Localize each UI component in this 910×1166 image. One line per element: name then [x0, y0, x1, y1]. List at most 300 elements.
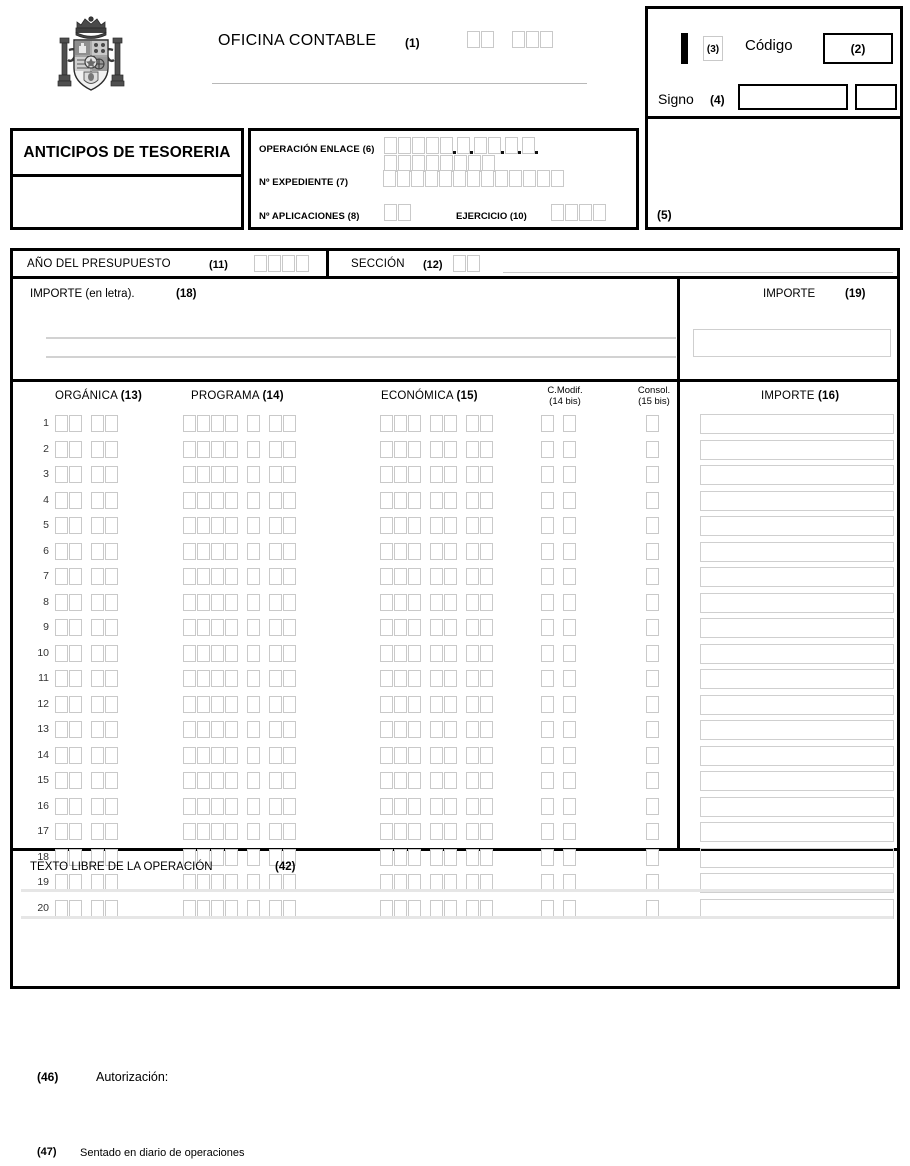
- economica-group-3[interactable]: [466, 619, 493, 636]
- cmodif-group-2[interactable]: [563, 798, 576, 815]
- consol-group-1[interactable]: [646, 517, 659, 534]
- cell-cmodif[interactable]: [541, 619, 576, 637]
- cmodif-group-1[interactable]: [541, 619, 554, 636]
- economica-group-2[interactable]: [430, 645, 457, 662]
- organica-group-1[interactable]: [55, 696, 82, 713]
- economica-group-3[interactable]: [466, 441, 493, 458]
- economica-group-1[interactable]: [380, 798, 421, 815]
- consol-group-1[interactable]: [646, 721, 659, 738]
- economica-group-2[interactable]: [430, 594, 457, 611]
- economica-group-3[interactable]: [466, 798, 493, 815]
- programa-group-3[interactable]: [269, 747, 296, 764]
- cell-programa[interactable]: [183, 721, 296, 739]
- economica-group-2[interactable]: [430, 517, 457, 534]
- cell-consol[interactable]: [646, 670, 659, 688]
- enlace-group-2[interactable]: [457, 137, 470, 154]
- organica-group-2[interactable]: [91, 823, 118, 840]
- cell-importe[interactable]: [700, 720, 894, 740]
- cell-programa[interactable]: [183, 747, 296, 765]
- cmodif-group-2[interactable]: [563, 517, 576, 534]
- economica-group-2[interactable]: [430, 798, 457, 815]
- cell-organica[interactable]: [55, 798, 118, 816]
- programa-group-3[interactable]: [269, 721, 296, 738]
- programa-group-3[interactable]: [269, 798, 296, 815]
- organica-group-1[interactable]: [55, 823, 82, 840]
- economica-group-1[interactable]: [380, 670, 421, 687]
- organica-group-1[interactable]: [55, 568, 82, 585]
- cell-importe[interactable]: [700, 797, 894, 817]
- economica-group-2[interactable]: [430, 543, 457, 560]
- budget-year-input[interactable]: [254, 255, 309, 272]
- programa-group-1[interactable]: [183, 441, 238, 458]
- cell-programa[interactable]: [183, 619, 296, 637]
- organica-group-2[interactable]: [91, 670, 118, 687]
- organica-group-2[interactable]: [91, 594, 118, 611]
- consol-group-1[interactable]: [646, 568, 659, 585]
- programa-group-2[interactable]: [247, 568, 260, 585]
- programa-group-2[interactable]: [247, 747, 260, 764]
- cell-organica[interactable]: [55, 543, 118, 561]
- cell-cmodif[interactable]: [541, 594, 576, 612]
- cell-organica[interactable]: [55, 772, 118, 790]
- programa-group-3[interactable]: [269, 772, 296, 789]
- programa-group-1[interactable]: [183, 619, 238, 636]
- cell-organica[interactable]: [55, 619, 118, 637]
- cell-programa[interactable]: [183, 645, 296, 663]
- cmodif-group-1[interactable]: [541, 466, 554, 483]
- cell-organica[interactable]: [55, 466, 118, 484]
- cmodif-group-2[interactable]: [563, 594, 576, 611]
- cell-economica[interactable]: [380, 441, 493, 459]
- organica-group-2[interactable]: [91, 798, 118, 815]
- cell-economica[interactable]: [380, 747, 493, 765]
- organica-group-2[interactable]: [91, 415, 118, 432]
- cell-economica[interactable]: [380, 466, 493, 484]
- cell-organica[interactable]: [55, 747, 118, 765]
- consol-group-1[interactable]: [646, 798, 659, 815]
- enlace-group-5[interactable]: [522, 137, 535, 154]
- cell-organica[interactable]: [55, 645, 118, 663]
- cell-economica[interactable]: [380, 594, 493, 612]
- economica-group-1[interactable]: [380, 747, 421, 764]
- programa-group-2[interactable]: [247, 492, 260, 509]
- economica-group-1[interactable]: [380, 568, 421, 585]
- cmodif-group-1[interactable]: [541, 543, 554, 560]
- organica-group-1[interactable]: [55, 492, 82, 509]
- cell-consol[interactable]: [646, 721, 659, 739]
- cell-cmodif[interactable]: [541, 747, 576, 765]
- cell-importe[interactable]: [700, 567, 894, 587]
- cell-economica[interactable]: [380, 517, 493, 535]
- programa-group-3[interactable]: [269, 823, 296, 840]
- organica-group-1[interactable]: [55, 772, 82, 789]
- economica-group-1[interactable]: [380, 823, 421, 840]
- organica-group-2[interactable]: [91, 543, 118, 560]
- cell-economica[interactable]: [380, 670, 493, 688]
- cell-programa[interactable]: [183, 441, 296, 459]
- cell-cmodif[interactable]: [541, 721, 576, 739]
- cell-cmodif[interactable]: [541, 492, 576, 510]
- cell-programa[interactable]: [183, 670, 296, 688]
- consol-group-1[interactable]: [646, 441, 659, 458]
- cell-consol[interactable]: [646, 415, 659, 433]
- cell-organica[interactable]: [55, 721, 118, 739]
- consol-group-1[interactable]: [646, 823, 659, 840]
- cell-importe[interactable]: [700, 695, 894, 715]
- programa-group-2[interactable]: [247, 823, 260, 840]
- cell-economica[interactable]: [380, 415, 493, 433]
- consol-group-1[interactable]: [646, 645, 659, 662]
- cmodif-group-1[interactable]: [541, 492, 554, 509]
- cell-consol[interactable]: [646, 823, 659, 841]
- cmodif-group-2[interactable]: [563, 543, 576, 560]
- economica-group-3[interactable]: [466, 645, 493, 662]
- programa-group-1[interactable]: [183, 543, 238, 560]
- organica-group-2[interactable]: [91, 721, 118, 738]
- organica-group-1[interactable]: [55, 594, 82, 611]
- cmodif-group-1[interactable]: [541, 568, 554, 585]
- cell-economica[interactable]: [380, 543, 493, 561]
- cell-organica[interactable]: [55, 441, 118, 459]
- cell-economica[interactable]: [380, 645, 493, 663]
- organica-group-2[interactable]: [91, 466, 118, 483]
- cell-consol[interactable]: [646, 696, 659, 714]
- cell-organica[interactable]: [55, 415, 118, 433]
- economica-group-3[interactable]: [466, 823, 493, 840]
- organica-group-1[interactable]: [55, 543, 82, 560]
- economica-group-1[interactable]: [380, 772, 421, 789]
- cell-cmodif[interactable]: [541, 466, 576, 484]
- cell-importe[interactable]: [700, 644, 894, 664]
- cmodif-group-2[interactable]: [563, 823, 576, 840]
- programa-group-2[interactable]: [247, 594, 260, 611]
- cell-programa[interactable]: [183, 568, 296, 586]
- cell-programa[interactable]: [183, 543, 296, 561]
- economica-group-2[interactable]: [430, 823, 457, 840]
- organica-group-2[interactable]: [91, 441, 118, 458]
- consol-group-1[interactable]: [646, 543, 659, 560]
- programa-group-2[interactable]: [247, 798, 260, 815]
- economica-group-3[interactable]: [466, 543, 493, 560]
- economica-group-1[interactable]: [380, 492, 421, 509]
- programa-group-1[interactable]: [183, 670, 238, 687]
- economica-group-1[interactable]: [380, 696, 421, 713]
- economica-group-3[interactable]: [466, 772, 493, 789]
- organica-group-2[interactable]: [91, 772, 118, 789]
- enlace-group-1[interactable]: [384, 137, 453, 154]
- programa-group-2[interactable]: [247, 543, 260, 560]
- cell-cmodif[interactable]: [541, 645, 576, 663]
- consol-group-1[interactable]: [646, 466, 659, 483]
- economica-group-2[interactable]: [430, 492, 457, 509]
- programa-group-3[interactable]: [269, 543, 296, 560]
- programa-group-2[interactable]: [247, 415, 260, 432]
- cmodif-group-1[interactable]: [541, 823, 554, 840]
- cell-programa[interactable]: [183, 594, 296, 612]
- organica-group-2[interactable]: [91, 568, 118, 585]
- programa-group-1[interactable]: [183, 696, 238, 713]
- economica-group-3[interactable]: [466, 517, 493, 534]
- cmodif-group-1[interactable]: [541, 645, 554, 662]
- programa-group-1[interactable]: [183, 594, 238, 611]
- programa-group-3[interactable]: [269, 594, 296, 611]
- cell-cmodif[interactable]: [541, 441, 576, 459]
- economica-group-2[interactable]: [430, 696, 457, 713]
- cell-importe[interactable]: [700, 746, 894, 766]
- economica-group-1[interactable]: [380, 645, 421, 662]
- economica-group-3[interactable]: [466, 466, 493, 483]
- operacion-enlace-input[interactable]: [384, 137, 636, 173]
- importe-letra-line-2[interactable]: [46, 356, 676, 358]
- programa-group-2[interactable]: [247, 670, 260, 687]
- programa-group-1[interactable]: [183, 492, 238, 509]
- programa-group-3[interactable]: [269, 441, 296, 458]
- cell-economica[interactable]: [380, 492, 493, 510]
- cell-importe[interactable]: [700, 618, 894, 638]
- organica-group-1[interactable]: [55, 517, 82, 534]
- signo-input-secondary[interactable]: [855, 84, 897, 110]
- organica-group-1[interactable]: [55, 441, 82, 458]
- cell-consol[interactable]: [646, 466, 659, 484]
- cell-cmodif[interactable]: [541, 543, 576, 561]
- cmodif-group-2[interactable]: [563, 568, 576, 585]
- programa-group-1[interactable]: [183, 415, 238, 432]
- cell-organica[interactable]: [55, 517, 118, 535]
- field-3-box[interactable]: (3): [703, 36, 723, 61]
- economica-group-3[interactable]: [466, 670, 493, 687]
- texto-libre-line-1[interactable]: [21, 889, 893, 892]
- cmodif-group-2[interactable]: [563, 466, 576, 483]
- economica-group-1[interactable]: [380, 594, 421, 611]
- economica-group-2[interactable]: [430, 619, 457, 636]
- ejercicio-input[interactable]: [551, 204, 606, 221]
- organica-group-2[interactable]: [91, 747, 118, 764]
- cell-consol[interactable]: [646, 568, 659, 586]
- cell-programa[interactable]: [183, 466, 296, 484]
- cell-importe[interactable]: [700, 771, 894, 791]
- programa-group-1[interactable]: [183, 517, 238, 534]
- cell-programa[interactable]: [183, 798, 296, 816]
- programa-group-3[interactable]: [269, 466, 296, 483]
- consol-group-1[interactable]: [646, 696, 659, 713]
- cmodif-group-1[interactable]: [541, 696, 554, 713]
- cell-consol[interactable]: [646, 645, 659, 663]
- section-input[interactable]: [453, 255, 480, 272]
- cell-economica[interactable]: [380, 823, 493, 841]
- office-code-input[interactable]: [467, 31, 553, 49]
- consol-group-1[interactable]: [646, 492, 659, 509]
- organica-group-1[interactable]: [55, 670, 82, 687]
- consol-group-1[interactable]: [646, 670, 659, 687]
- cell-importe[interactable]: [700, 440, 894, 460]
- cell-organica[interactable]: [55, 823, 118, 841]
- cmodif-group-1[interactable]: [541, 415, 554, 432]
- programa-group-1[interactable]: [183, 747, 238, 764]
- cell-importe[interactable]: [700, 491, 894, 511]
- programa-group-2[interactable]: [247, 441, 260, 458]
- economica-group-2[interactable]: [430, 670, 457, 687]
- economica-group-1[interactable]: [380, 441, 421, 458]
- cmodif-group-2[interactable]: [563, 441, 576, 458]
- organica-group-2[interactable]: [91, 696, 118, 713]
- cmodif-group-1[interactable]: [541, 517, 554, 534]
- cmodif-group-2[interactable]: [563, 772, 576, 789]
- cmodif-group-2[interactable]: [563, 747, 576, 764]
- cell-programa[interactable]: [183, 772, 296, 790]
- enlace-group-4[interactable]: [505, 137, 518, 154]
- organica-group-1[interactable]: [55, 721, 82, 738]
- cmodif-group-1[interactable]: [541, 721, 554, 738]
- programa-group-1[interactable]: [183, 466, 238, 483]
- organica-group-2[interactable]: [91, 619, 118, 636]
- programa-group-3[interactable]: [269, 645, 296, 662]
- consol-group-1[interactable]: [646, 415, 659, 432]
- programa-group-3[interactable]: [269, 619, 296, 636]
- economica-group-2[interactable]: [430, 466, 457, 483]
- cell-importe[interactable]: [700, 669, 894, 689]
- programa-group-3[interactable]: [269, 670, 296, 687]
- cell-economica[interactable]: [380, 568, 493, 586]
- programa-group-2[interactable]: [247, 772, 260, 789]
- economica-group-2[interactable]: [430, 772, 457, 789]
- cell-consol[interactable]: [646, 543, 659, 561]
- economica-group-3[interactable]: [466, 415, 493, 432]
- cell-programa[interactable]: [183, 823, 296, 841]
- programa-group-1[interactable]: [183, 721, 238, 738]
- office-code-group-2[interactable]: [512, 31, 553, 48]
- programa-group-1[interactable]: [183, 823, 238, 840]
- cell-organica[interactable]: [55, 492, 118, 510]
- cmodif-group-1[interactable]: [541, 441, 554, 458]
- consol-group-1[interactable]: [646, 772, 659, 789]
- cell-programa[interactable]: [183, 492, 296, 510]
- economica-group-3[interactable]: [466, 721, 493, 738]
- economica-group-2[interactable]: [430, 747, 457, 764]
- cell-cmodif[interactable]: [541, 568, 576, 586]
- organica-group-1[interactable]: [55, 415, 82, 432]
- cell-importe[interactable]: [700, 542, 894, 562]
- cell-economica[interactable]: [380, 721, 493, 739]
- cell-consol[interactable]: [646, 441, 659, 459]
- programa-group-2[interactable]: [247, 466, 260, 483]
- cmodif-group-1[interactable]: [541, 594, 554, 611]
- economica-group-2[interactable]: [430, 441, 457, 458]
- consol-group-1[interactable]: [646, 747, 659, 764]
- cell-organica[interactable]: [55, 594, 118, 612]
- economica-group-3[interactable]: [466, 594, 493, 611]
- cell-programa[interactable]: [183, 517, 296, 535]
- importe-letra-line-1[interactable]: [46, 337, 676, 339]
- cell-economica[interactable]: [380, 798, 493, 816]
- cell-organica[interactable]: [55, 568, 118, 586]
- cell-consol[interactable]: [646, 798, 659, 816]
- cmodif-group-2[interactable]: [563, 670, 576, 687]
- cell-programa[interactable]: [183, 415, 296, 433]
- signo-input[interactable]: [738, 84, 848, 110]
- cell-importe[interactable]: [700, 465, 894, 485]
- cmodif-group-2[interactable]: [563, 721, 576, 738]
- cmodif-group-2[interactable]: [563, 645, 576, 662]
- cell-consol[interactable]: [646, 594, 659, 612]
- cell-cmodif[interactable]: [541, 798, 576, 816]
- cell-consol[interactable]: [646, 747, 659, 765]
- codigo-input[interactable]: (2): [823, 33, 893, 64]
- cell-consol[interactable]: [646, 492, 659, 510]
- organica-group-1[interactable]: [55, 645, 82, 662]
- texto-libre-line-2[interactable]: [21, 916, 893, 919]
- cell-consol[interactable]: [646, 772, 659, 790]
- consol-group-1[interactable]: [646, 594, 659, 611]
- cell-importe[interactable]: [700, 516, 894, 536]
- programa-group-2[interactable]: [247, 517, 260, 534]
- economica-group-2[interactable]: [430, 415, 457, 432]
- cell-importe[interactable]: [700, 593, 894, 613]
- expediente-input[interactable]: [383, 170, 564, 187]
- cmodif-group-1[interactable]: [541, 798, 554, 815]
- cell-importe[interactable]: [700, 822, 894, 842]
- programa-group-3[interactable]: [269, 568, 296, 585]
- economica-group-2[interactable]: [430, 721, 457, 738]
- cmodif-group-2[interactable]: [563, 619, 576, 636]
- programa-group-2[interactable]: [247, 696, 260, 713]
- cell-cmodif[interactable]: [541, 517, 576, 535]
- economica-group-3[interactable]: [466, 696, 493, 713]
- economica-group-1[interactable]: [380, 543, 421, 560]
- programa-group-1[interactable]: [183, 798, 238, 815]
- cell-consol[interactable]: [646, 619, 659, 637]
- economica-group-1[interactable]: [380, 415, 421, 432]
- cell-economica[interactable]: [380, 772, 493, 790]
- cmodif-group-1[interactable]: [541, 747, 554, 764]
- economica-group-3[interactable]: [466, 568, 493, 585]
- importe-19-input[interactable]: [693, 329, 891, 357]
- cell-cmodif[interactable]: [541, 670, 576, 688]
- programa-group-1[interactable]: [183, 772, 238, 789]
- cell-organica[interactable]: [55, 696, 118, 714]
- cmodif-group-2[interactable]: [563, 492, 576, 509]
- cell-organica[interactable]: [55, 670, 118, 688]
- cell-programa[interactable]: [183, 696, 296, 714]
- programa-group-3[interactable]: [269, 517, 296, 534]
- enlace-group-3[interactable]: [474, 137, 501, 154]
- cmodif-group-1[interactable]: [541, 772, 554, 789]
- office-code-group-1[interactable]: [467, 31, 494, 48]
- programa-group-3[interactable]: [269, 415, 296, 432]
- programa-group-2[interactable]: [247, 619, 260, 636]
- cell-cmodif[interactable]: [541, 772, 576, 790]
- cmodif-group-2[interactable]: [563, 696, 576, 713]
- programa-group-1[interactable]: [183, 568, 238, 585]
- cell-cmodif[interactable]: [541, 415, 576, 433]
- organica-group-2[interactable]: [91, 645, 118, 662]
- economica-group-3[interactable]: [466, 492, 493, 509]
- organica-group-1[interactable]: [55, 747, 82, 764]
- cmodif-group-1[interactable]: [541, 670, 554, 687]
- consol-group-1[interactable]: [646, 619, 659, 636]
- cell-cmodif[interactable]: [541, 823, 576, 841]
- programa-group-3[interactable]: [269, 492, 296, 509]
- organica-group-1[interactable]: [55, 619, 82, 636]
- cell-importe[interactable]: [700, 414, 894, 434]
- programa-group-3[interactable]: [269, 696, 296, 713]
- economica-group-1[interactable]: [380, 721, 421, 738]
- organica-group-2[interactable]: [91, 517, 118, 534]
- cell-consol[interactable]: [646, 517, 659, 535]
- cell-economica[interactable]: [380, 696, 493, 714]
- organica-group-2[interactable]: [91, 492, 118, 509]
- economica-group-1[interactable]: [380, 517, 421, 534]
- programa-group-2[interactable]: [247, 721, 260, 738]
